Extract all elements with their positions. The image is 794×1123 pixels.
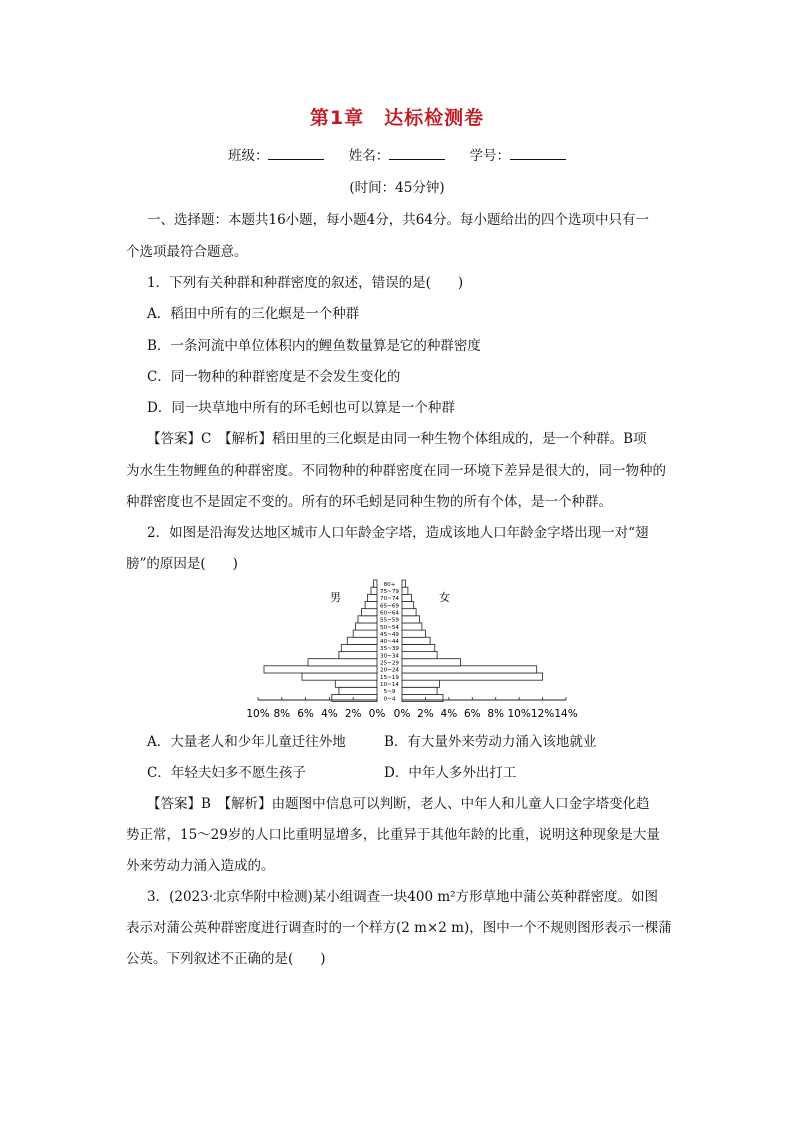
id-blank[interactable] <box>510 147 566 160</box>
bar-male-10~14 <box>335 680 377 687</box>
age-label-60~64: 60~64 <box>380 610 399 617</box>
q2-option-d: D．中年人多外出打工 <box>384 765 517 781</box>
population-pyramid-chart <box>246 574 580 722</box>
bar-male-55~59 <box>358 616 377 623</box>
age-label-75~79: 75~79 <box>380 589 399 595</box>
age-label-5~9: 5~9 <box>383 689 396 696</box>
q1-answer-line1: 【答案】C 【解析】稻田里的三化螟是由同一种生物个体组成的，是一个种群。B项 <box>147 431 647 447</box>
tick-label-female-10%: 10% <box>507 708 531 720</box>
q1-answer-line3: 种群密度也不是固定不变的。所有的环毛蚓是同种生物的所有个体，是一个种群。 <box>126 494 612 510</box>
age-label-80+: 80+ <box>383 581 396 588</box>
tick-label-female-4%: 4% <box>440 708 458 720</box>
tick-label-female-6%: 6% <box>463 708 481 720</box>
bar-male-35~39 <box>341 644 377 651</box>
legend-male: 男 <box>330 591 341 604</box>
bar-male-5~9 <box>339 687 377 694</box>
q2-option-a: A．大量老人和少年儿童迁往外地 <box>147 734 346 750</box>
age-label-30~34: 30~34 <box>380 653 399 660</box>
q1-option-b: B．一条河流中单位体积内的鲤鱼数量算是它的种群密度 <box>147 338 481 354</box>
age-label-70~74: 70~74 <box>380 596 399 603</box>
tick-label-male-4%: 4% <box>321 708 338 720</box>
time-limit: (时间：45分钟) <box>349 180 445 196</box>
name-field[interactable] <box>349 144 446 164</box>
bar-female-30~34 <box>402 652 437 659</box>
bar-female-10~14 <box>402 680 440 687</box>
bar-male-50~54 <box>356 623 377 630</box>
bar-female-45~49 <box>402 630 425 637</box>
q2-answer-line1: 【答案】B 【解析】由题图中信息可以判断，老人、中年人和儿童人口金字塔变化趋 <box>147 796 650 812</box>
tick-label-female-14%: 14% <box>554 708 578 720</box>
tick-label-male-10%: 10% <box>246 708 270 720</box>
id-field[interactable] <box>470 144 567 164</box>
q3-stem-line3: 公英。下列叙述不正确的是( ) <box>126 951 326 967</box>
bar-male-80+ <box>373 580 377 587</box>
bar-female-60~64 <box>402 609 416 616</box>
bar-male-70~74 <box>368 594 378 601</box>
age-label-35~39: 35~39 <box>380 646 399 653</box>
age-label-25~29: 25~29 <box>380 660 399 667</box>
q1-option-c: C．同一物种的种群密度是不会发生变化的 <box>147 369 401 385</box>
name-label: 姓名： <box>348 148 390 164</box>
age-label-65~69: 65~69 <box>380 603 399 610</box>
bar-male-20~24 <box>264 666 377 673</box>
id-label: 学号： <box>469 148 511 164</box>
age-label-55~59: 55~59 <box>380 617 399 624</box>
tick-label-male-8%: 8% <box>273 708 291 720</box>
student-info-line <box>0 144 794 164</box>
bar-female-0~4 <box>402 694 443 701</box>
q1-option-a: A．稻田中所有的三化螟是一个种群 <box>147 306 360 322</box>
bar-male-45~49 <box>353 630 377 637</box>
q1-option-d: D．同一块草地中所有的环毛蚓也可以算是一个种群 <box>147 400 455 416</box>
bar-female-15~19 <box>402 673 543 680</box>
q1-answer-line2: 为水生生物鲤鱼的种群密度。不同物种的种群密度在同一环境下差异是很大的，同一物种的 <box>126 463 666 479</box>
age-label-0~4: 0~4 <box>383 696 396 703</box>
tick-label-female-2%: 2% <box>417 708 434 720</box>
bar-male-65~69 <box>365 602 377 609</box>
page-title <box>0 103 794 130</box>
bar-female-75~79 <box>402 587 408 594</box>
bar-female-70~74 <box>402 594 411 601</box>
bar-female-5~9 <box>402 687 437 694</box>
title-name: 达标检测卷 <box>384 107 485 129</box>
name-blank[interactable] <box>389 147 445 160</box>
q2-stem-line1: 2．如图是沿海发达地区城市人口年龄金字塔，造成该地人口年龄金字塔出现一对“翅 <box>147 525 649 541</box>
age-label-15~19: 15~19 <box>380 674 399 681</box>
bar-female-40~44 <box>402 637 430 644</box>
tick-label-female-8%: 8% <box>487 708 505 720</box>
class-label: 班级： <box>227 148 269 164</box>
q2-answer-line2: 势正常，15～29岁的人口比重明显增多，比重异于其他年龄的比重，说明这种现象是大量 <box>126 827 660 843</box>
tick-label-male-0%: 0% <box>368 708 386 720</box>
tick-label-male-6%: 6% <box>297 708 314 720</box>
bar-male-40~44 <box>347 637 377 644</box>
tick-label-male-2%: 2% <box>344 708 362 720</box>
age-label-20~24: 20~24 <box>380 667 399 674</box>
section-intro-line1: 一、选择题：本题共16小题，每小题4分，共64分。每小题给出的四个选项中只有一 <box>147 212 649 228</box>
q3-stem-line2: 表示对蒲公英种群密度进行调查时的一个样方(2 m×2 m)，图中一个不规则图形表示一棵蒲 <box>126 920 672 936</box>
age-label-10~14: 10~14 <box>380 682 399 688</box>
bar-female-20~24 <box>402 666 537 673</box>
q2-option-b: B．有大量外来劳动力涌入该地就业 <box>384 734 597 750</box>
bar-female-25~29 <box>402 659 461 666</box>
q3-stem-line1: 3．(2023·北京华附中检测)某小组调查一块400 m²方形草地中蒲公英种群密度。如图 <box>147 889 659 905</box>
bar-male-25~29 <box>308 659 377 666</box>
bar-female-55~59 <box>402 616 420 623</box>
bar-male-0~4 <box>332 694 377 701</box>
age-label-50~54: 50~54 <box>380 624 399 631</box>
bar-female-65~69 <box>402 602 414 609</box>
bar-female-50~54 <box>402 623 422 630</box>
section-intro-line2: 个选项最符合题意。 <box>126 244 248 260</box>
bar-male-30~34 <box>339 652 377 659</box>
bar-female-35~39 <box>402 644 435 651</box>
legend-female: 女 <box>439 591 450 604</box>
tick-label-female-0%: 0% <box>393 708 411 720</box>
q2-stem-line2: 膀”的原因是( ) <box>126 556 238 572</box>
q1-stem: 1．下列有关种群和种群密度的叙述，错误的是( ) <box>147 275 464 291</box>
bar-female-80+ <box>402 580 406 587</box>
q2-answer-line3: 外来劳动力涌入造成的。 <box>126 858 275 874</box>
age-label-40~44: 40~44 <box>380 639 399 646</box>
bar-male-75~79 <box>371 587 377 594</box>
tick-label-female-12%: 12% <box>530 708 555 720</box>
class-blank[interactable] <box>268 147 324 160</box>
title-chapter: 第1章 <box>309 107 365 129</box>
class-field[interactable] <box>228 144 325 164</box>
age-label-45~49: 45~49 <box>380 631 399 638</box>
bar-male-15~19 <box>302 673 377 680</box>
bar-male-60~64 <box>362 609 378 616</box>
q2-option-c: C．年轻夫妇多不愿生孩子 <box>147 765 306 781</box>
